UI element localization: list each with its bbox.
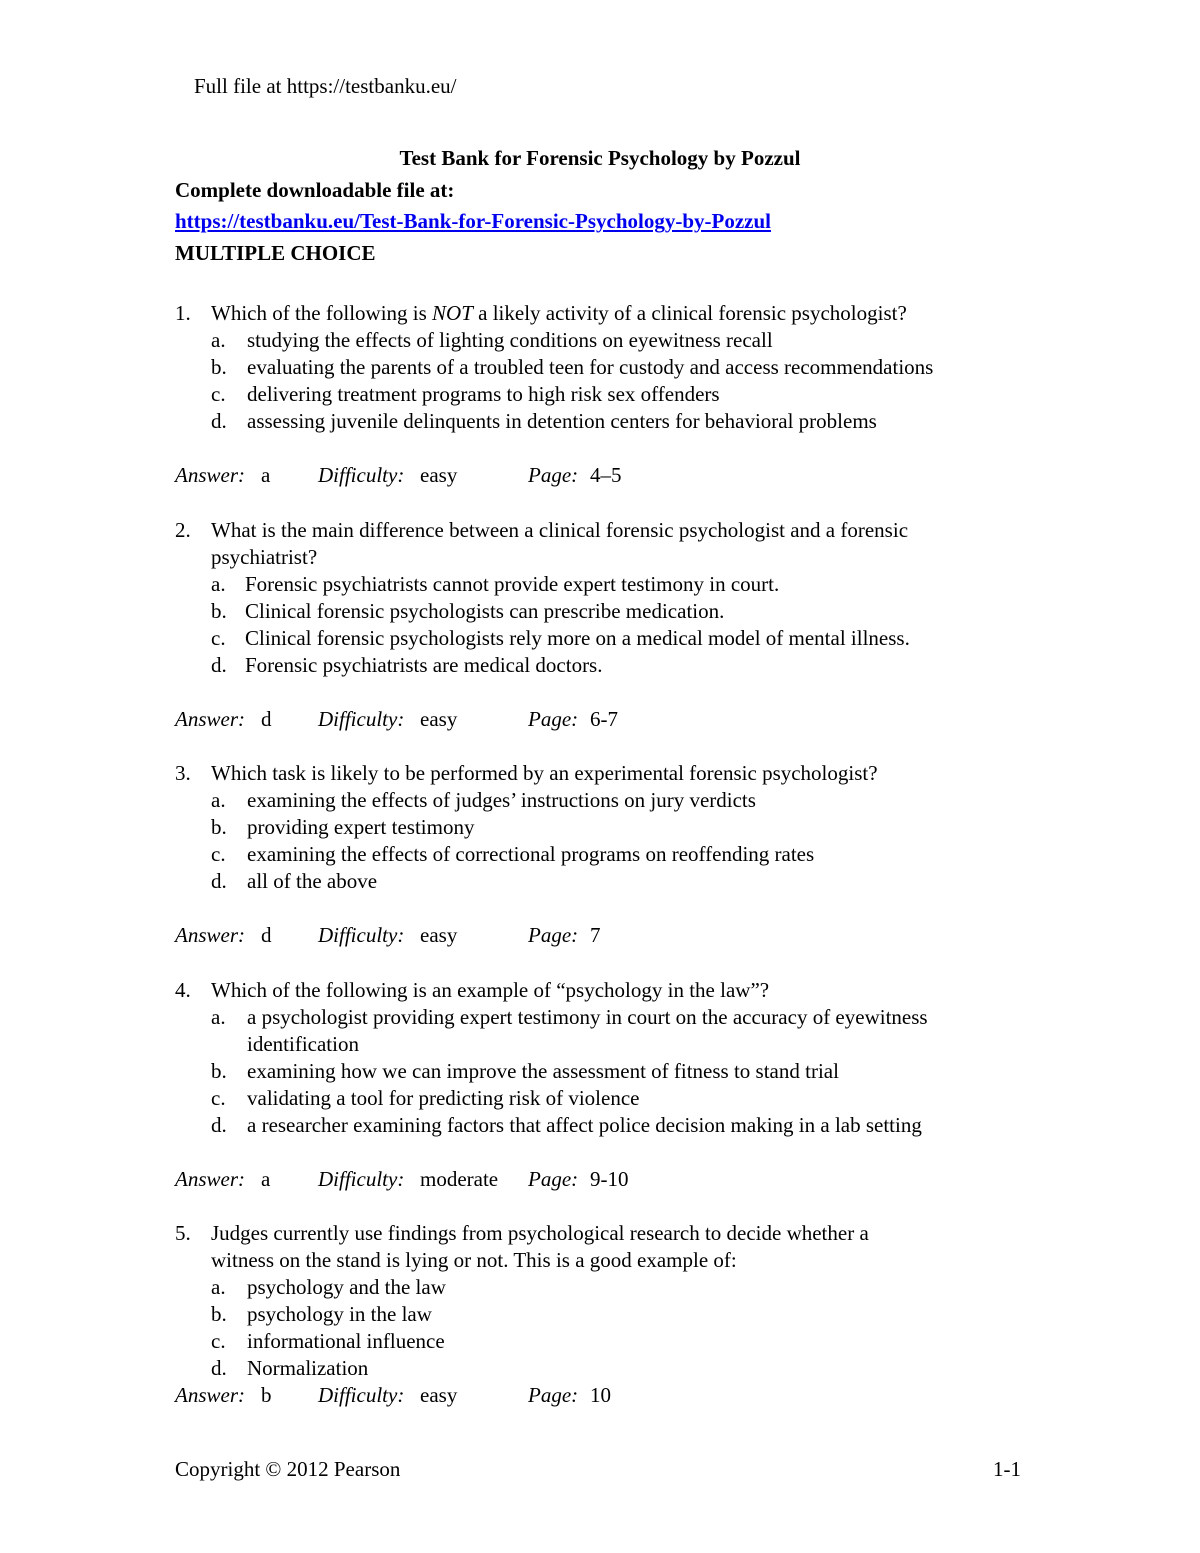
- question-text: Which task is likely to be performed by an experimental forensic psychologist?: [211, 761, 878, 785]
- option-letter: b.: [211, 355, 227, 379]
- option-text: examining how we can improve the assessment of fitness to stand trial: [247, 1059, 839, 1083]
- answer-value: b: [261, 1383, 272, 1407]
- page-value: 9-10: [590, 1167, 629, 1191]
- difficulty-value: easy: [420, 707, 458, 731]
- option-text: informational influence: [247, 1329, 445, 1353]
- option-text: a researcher examining factors that affect police decision making in a lab setting: [247, 1113, 922, 1137]
- page-value: 10: [590, 1383, 611, 1407]
- answer-line: Answer: b Difficulty: easy Page: 10: [175, 1383, 611, 1407]
- option-text: delivering treatment programs to high risk sex offenders: [247, 382, 720, 406]
- option-letter: c.: [211, 1086, 226, 1110]
- option-letter: d.: [211, 653, 227, 677]
- page-value: 4–5: [590, 463, 622, 487]
- option-text: validating a tool for predicting risk of violence: [247, 1086, 640, 1110]
- option-letter: a.: [211, 1005, 226, 1029]
- option-letter: d.: [211, 1113, 227, 1137]
- answer-value: d: [261, 707, 272, 731]
- option-text: assessing juvenile delinquents in detention centers for behavioral problems: [247, 409, 877, 433]
- option-text: psychology in the law: [247, 1302, 432, 1326]
- question-number: 1.: [175, 301, 191, 325]
- question-text: Judges currently use findings from psychological research to decide whether a: [211, 1221, 869, 1245]
- option-letter: d.: [211, 869, 227, 893]
- option-text: providing expert testimony: [247, 815, 475, 839]
- footer-page-number: 1-1: [993, 1457, 1021, 1481]
- option-text: Clinical forensic psychologists can prescribe medication.: [245, 599, 725, 623]
- option-letter: a.: [211, 572, 226, 596]
- difficulty-value: easy: [420, 463, 458, 487]
- option-letter: d.: [211, 409, 227, 433]
- answer-line: Answer: d Difficulty: easy Page: 6-7: [175, 707, 618, 731]
- answer-line: Answer: d Difficulty: easy Page: 7: [175, 923, 601, 947]
- option-text: a psychologist providing expert testimony in court on the accuracy of eyewitness: [247, 1005, 928, 1029]
- difficulty-value: easy: [420, 1383, 458, 1407]
- option-text: psychology and the law: [247, 1275, 446, 1299]
- source-note: Full file at https://testbanku.eu/: [194, 74, 457, 98]
- question-number: 3.: [175, 761, 191, 785]
- option-letter: b.: [211, 1302, 227, 1326]
- question-number: 5.: [175, 1221, 191, 1245]
- option-text: all of the above: [247, 869, 378, 893]
- difficulty-value: easy: [420, 923, 458, 947]
- option-text: studying the effects of lighting conditions on eyewitness recall: [247, 328, 773, 352]
- option-text: examining the effects of judges’ instructions on jury verdicts: [247, 788, 756, 812]
- option-letter: c.: [211, 382, 226, 406]
- option-letter: d.: [211, 1356, 227, 1380]
- option-text: Normalization: [247, 1356, 369, 1380]
- question-number: 2.: [175, 518, 191, 542]
- answer-value: d: [261, 923, 272, 947]
- answer-line: Answer: a Difficulty: easy Page: 4–5: [175, 463, 622, 487]
- option-text: examining the effects of correctional programs on reoffending rates: [247, 842, 815, 866]
- question-number: 4.: [175, 978, 191, 1002]
- option-letter: c.: [211, 1329, 226, 1353]
- option-letter: c.: [211, 626, 226, 650]
- download-link[interactable]: https://testbanku.eu/Test-Bank-for-Forensic-Psychology-by-Pozzul: [175, 209, 771, 233]
- question-text: Which of the following is NOT a likely activity of a clinical forensic psychologist?: [211, 301, 907, 325]
- option-letter: b.: [211, 815, 227, 839]
- option-text-cont: identification: [247, 1032, 359, 1056]
- question-text-cont: psychiatrist?: [211, 545, 318, 569]
- option-letter: a.: [211, 1275, 226, 1299]
- option-letter: a.: [211, 328, 226, 352]
- answer-line: Answer: a Difficulty: moderate Page: 9-10: [175, 1167, 629, 1191]
- footer-copyright: Copyright © 2012 Pearson: [175, 1457, 401, 1481]
- option-text: Forensic psychiatrists are medical doctors.: [245, 653, 603, 677]
- option-letter: b.: [211, 1059, 227, 1083]
- difficulty-value: moderate: [420, 1167, 499, 1191]
- document-title: Test Bank for Forensic Psychology by Pozzul: [399, 146, 801, 170]
- answer-value: a: [261, 463, 271, 487]
- option-text: Forensic psychiatrists cannot provide expert testimony in court.: [245, 572, 780, 596]
- option-text: Clinical forensic psychologists rely more on a medical model of mental illness.: [245, 626, 910, 650]
- page-value: 7: [590, 923, 601, 947]
- download-label: Complete downloadable file at:: [175, 178, 455, 202]
- question-text-cont: witness on the stand is lying or not. This is a good example of:: [211, 1248, 737, 1272]
- question-text: What is the main difference between a clinical forensic psychologist and a forensic: [211, 518, 909, 542]
- answer-value: a: [261, 1167, 271, 1191]
- option-letter: b.: [211, 599, 227, 623]
- option-text: evaluating the parents of a troubled teen for custody and access recommendations: [247, 355, 934, 379]
- page-value: 6-7: [590, 707, 618, 731]
- option-letter: a.: [211, 788, 226, 812]
- question-text: Which of the following is an example of “psychology in the law”?: [211, 978, 770, 1002]
- option-letter: c.: [211, 842, 226, 866]
- section-heading: MULTIPLE CHOICE: [175, 241, 376, 265]
